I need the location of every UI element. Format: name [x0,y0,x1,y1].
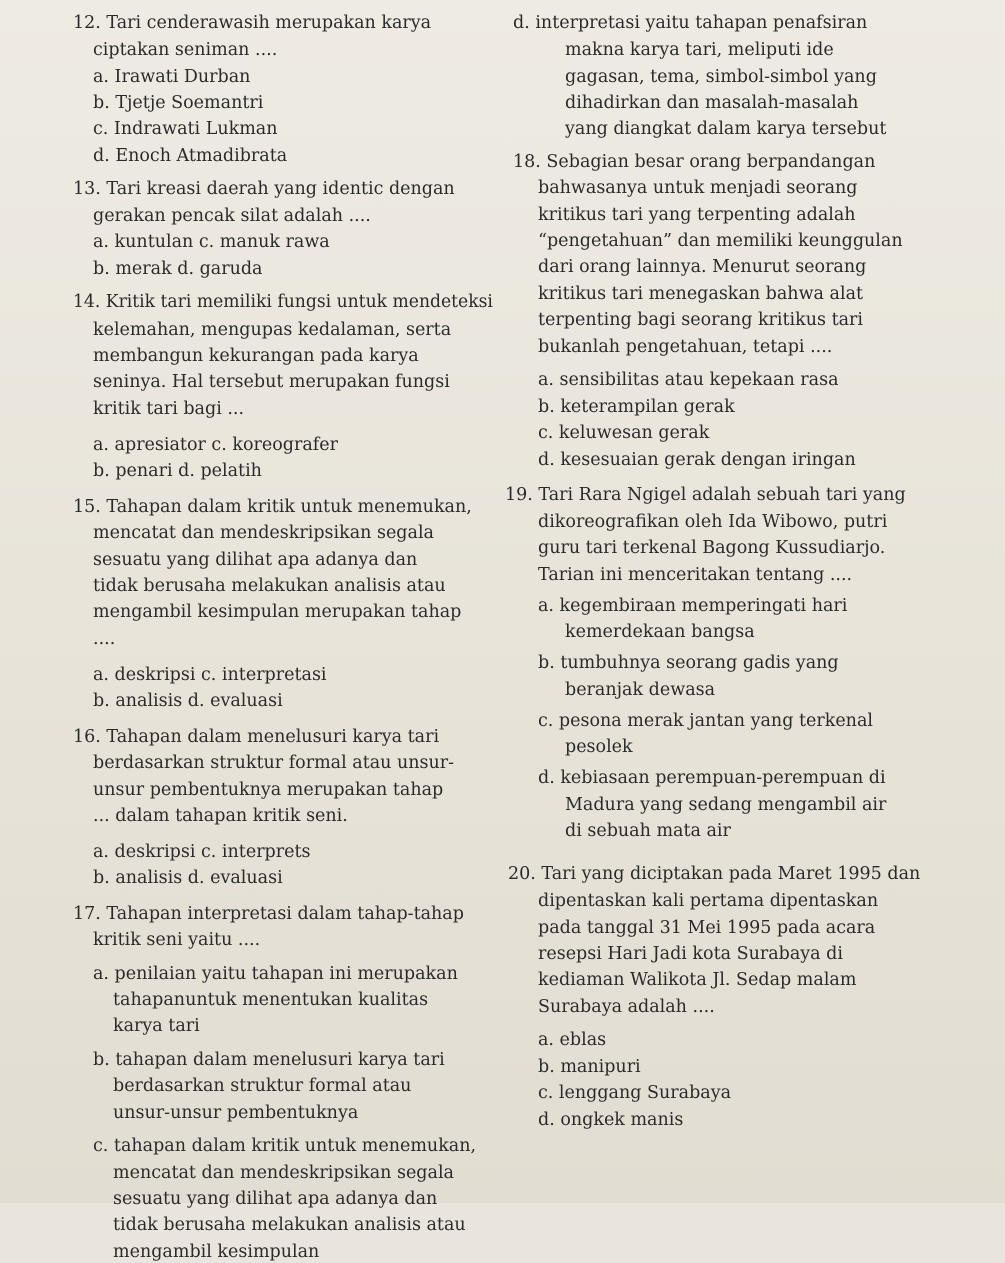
right-column-line: pada tanggal 31 Mei 1995 pada acara [538,917,876,938]
left-column-line: a. Irawati Durban [93,66,251,87]
left-column-line: tidak berusaha melakukan analisis atau [113,1215,466,1236]
right-column-line: Surabaya adalah .... [538,996,715,1017]
right-column-line: resepsi Hari Jadi kota Surabaya di [538,944,843,964]
left-column-line: unsur-unsur pembentuknya [113,1102,359,1123]
right-column-line: c. pesona merak jantan yang terkenal [538,710,873,731]
right-column-line: dihadirkan dan masalah-masalah [565,93,859,113]
right-column-line: d. ongkek manis [538,1109,684,1130]
left-column-line: membangun kekurangan pada karya [93,346,419,366]
right-column-line: beranjak dewasa [565,679,716,700]
left-column-line: c. Indrawati Lukman [93,119,278,140]
right-column-line: Madura yang sedang mengambil air [565,794,887,815]
left-column-line: b. merak d. garuda [93,258,263,279]
right-column-line: guru tari terkenal Bagong Kussudiarjo. [538,538,886,559]
left-column-line: mengambil kesimpulan merupakan tahap [93,602,462,623]
left-column-line: kritik tari bagi ... [93,398,245,419]
left-column-line: tidak berusaha melakukan analisis atau [93,576,446,596]
left-column-line: 12. Tari cenderawasih merupakan karya [73,12,432,33]
left-column-line: .... [93,628,116,649]
left-column-line: b. analisis d. evaluasi [93,868,283,889]
left-column-line: d. Enoch Atmadibrata [93,145,288,166]
right-column-line: d. kebiasaan perempuan-perempuan di [538,768,886,789]
right-column-line: kediaman Walikota Jl. Sedap malam [538,970,857,991]
left-column-line: karya tari [113,1016,200,1037]
left-column-line: unsur pembentuknya merupakan tahap [93,779,444,800]
right-column-line: dipentaskan kali pertama dipentaskan [538,891,879,912]
left-column-line: mengambil kesimpulan [113,1241,320,1262]
left-column-line: ciptakan seniman .... [93,40,278,61]
left-column-line: berdasarkan struktur formal atau [113,1076,412,1097]
right-column-line: d. kesesuaian gerak dengan iringan [538,449,856,470]
left-column-line: 16. Tahapan dalam menelusuri karya tari [73,726,440,747]
left-column-line: b. tahapan dalam menelusuri karya tari [93,1049,445,1070]
right-column-line: dari orang lainnya. Menurut seorang [538,257,867,278]
right-column-line: kritikus tari yang terpenting adalah [538,204,856,225]
right-column-line: yang diangkat dalam karya tersebut [565,119,887,140]
right-column-line: dikoreografikan oleh Ida Wibowo, putri [538,511,888,532]
left-column-line: mencatat dan mendeskripsikan segala [113,1162,454,1183]
right-column-line: d. interpretasi yaitu tahapan penafsiran [513,12,868,33]
right-column-line: c. lenggang Surabaya [538,1083,732,1104]
left-column-line: ... dalam tahapan kritik seni. [93,806,348,826]
left-column-line: a. deskripsi c. interprets [93,841,311,862]
right-column-line: b. tumbuhnya seorang gadis yang [538,653,839,674]
right-column-line: terpenting bagi seorang kritikus tari [538,310,863,331]
left-column-line: 15. Tahapan dalam kritik untuk menemukan, [73,496,472,517]
right-column-line: “pengetahuan” dan memiliki keunggulan [538,231,903,251]
right-column-line: kemerdekaan bangsa [565,622,755,642]
right-column-line: Tarian ini menceritakan tentang .... [538,564,853,585]
right-column-line: gagasan, tema, simbol-simbol yang [565,66,877,87]
right-column-line: kritikus tari menegaskan bahwa alat [538,283,864,304]
right-column-line: 20. Tari yang diciptakan pada Maret 1995 dan [508,863,921,884]
left-column-line: 17. Tahapan interpretasi dalam tahap-tahap [73,903,464,924]
left-column-line: c. tahapan dalam kritik untuk menemukan, [93,1136,477,1157]
right-column-line: 18. Sebagian besar orang berpandangan [513,151,876,172]
left-column-line: a. kuntulan c. manuk rawa [93,232,330,253]
left-column-line: a. apresiator c. koreografer [93,434,338,455]
right-column-line: a. kegembiraan memperingati hari [538,595,848,616]
left-column-line: 13. Tari kreasi daerah yang identic dengan [73,179,455,200]
left-column-line: sesuatu yang dilihat apa adanya dan [93,549,418,570]
right-column-line: makna karya tari, meliputi ide [565,40,834,61]
right-column-line: di sebuah mata air [565,820,731,841]
left-column-line: gerakan pencak silat adalah .... [93,205,371,226]
right-column-line: c. keluwesan gerak [538,423,710,444]
right-column-line: bahwasanya untuk menjadi seorang [538,178,858,199]
right-column-line: b. keterampilan gerak [538,396,735,417]
right-column-line: 19. Tari Rara Ngigel adalah sebuah tari yang [505,485,906,506]
left-column-line: berdasarkan struktur formal atau unsur- [93,753,455,774]
right-column-line: a. sensibilitas atau kepekaan rasa [538,370,839,391]
left-column-line: b. Tjetje Soemantri [93,93,264,113]
right-column-line: b. manipuri [538,1056,641,1077]
left-column-line: b. analisis d. evaluasi [93,691,283,711]
left-column-line: kelemahan, mengupas kedalaman, serta [93,319,452,340]
left-column-line: seninya. Hal tersebut merupakan fungsi [93,372,450,393]
left-column-line: mencatat dan mendeskripsikan segala [93,523,434,544]
right-column-line: a. eblas [538,1030,607,1051]
left-column-line: a. penilaian yaitu tahapan ini merupakan [93,963,458,984]
left-column-line: sesuatu yang dilihat apa adanya dan [113,1188,438,1209]
left-column-line: 14. Kritik tari memiliki fungsi untuk mendeteksi [73,291,493,312]
left-column-line: kritik seni yaitu .... [93,930,261,951]
right-column-line: bukanlah pengetahuan, tetapi .... [538,336,833,357]
left-column-line: b. penari d. pelatih [93,461,262,481]
right-column-line: pesolek [565,737,633,757]
left-column-line: a. deskripsi c. interpretasi [93,664,327,685]
left-column-line: tahapanuntuk menentukan kualitas [113,990,429,1010]
